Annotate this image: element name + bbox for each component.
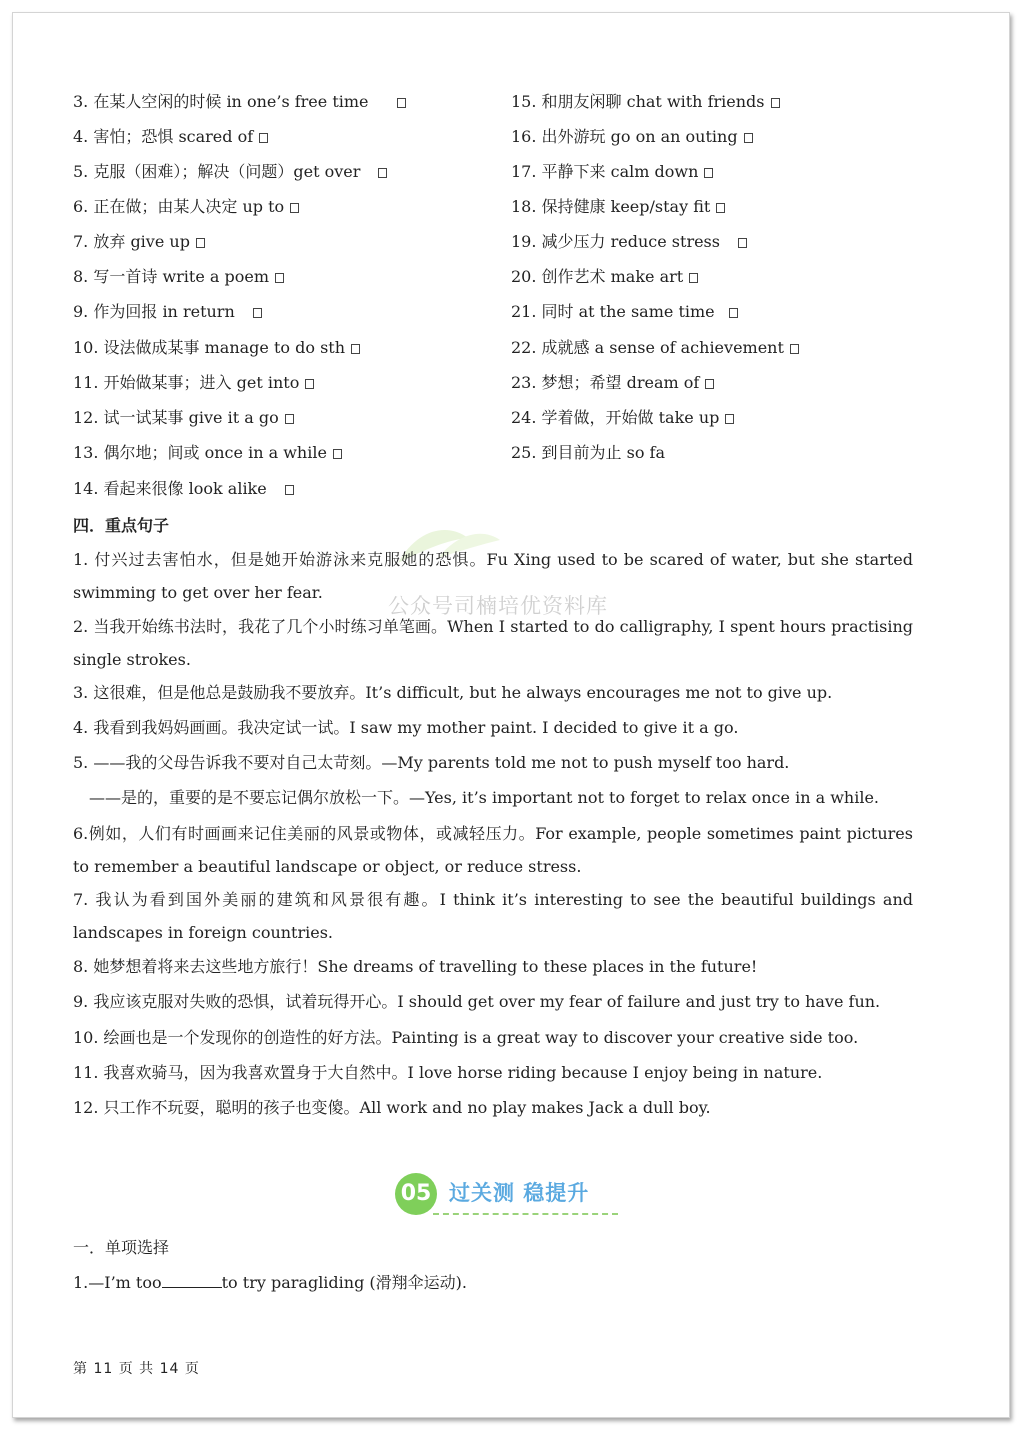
phrase-item: 11. 开始做某事；进入 get into (73, 373, 314, 393)
sentence-item: ——是的，重要的是不要忘记偶尔放松一下。—Yes, it’s important not to forget to relax once in a while. (89, 788, 879, 807)
checkbox-icon[interactable] (689, 273, 698, 283)
sentence-item: 5. ——我的父母告诉我不要对自己太苛刻。—My parents told me not to push myself too hard. (73, 753, 790, 772)
checkbox-icon[interactable] (725, 414, 734, 424)
phrase-item: 15. 和朋友闲聊 chat with friends (511, 92, 780, 112)
phrase-item: 20. 创作艺术 make art (511, 267, 698, 287)
phrase-item: 9. 作为回报 in return (73, 302, 262, 322)
sentence-item: 9. 我应该克服对失败的恐惧，试着玩得开心。I should get over my fear of failure and just try to have fun. (73, 992, 881, 1011)
page-footer: 第 11 页 共 14 页 (73, 1361, 200, 1377)
section-badge (395, 1173, 625, 1221)
phrase-item: 18. 保持健康 keep/stay fit (511, 197, 725, 217)
phrase-item: 6. 正在做；由某人决定 up to (73, 197, 299, 217)
subsection-title: 一．单项选择 (73, 1238, 170, 1257)
badge-underline (433, 1213, 618, 1215)
badge-number: 05 (395, 1173, 437, 1215)
phrase-item: 25. 到目前为止 so fa (511, 443, 666, 462)
sentence-item: 10. 绘画也是一个发现你的创造性的好方法。Painting is a great way to discover your creative side too. (73, 1028, 859, 1047)
checkbox-icon[interactable] (351, 344, 360, 354)
question-suffix: to try paragliding (滑翔伞运动). (221, 1273, 467, 1292)
checkbox-icon[interactable] (744, 133, 753, 143)
sentence-item: 6.例如，人们有时画画来记住美丽的风景或物体，或减轻压力。For example, people sometimes paint pictures to remember a beautiful landscape or object, or reduce stress. (73, 824, 913, 876)
phrase-item: 3. 在某人空闲的时候 in one’s free time (73, 92, 406, 112)
checkbox-icon[interactable] (275, 273, 284, 283)
checkbox-icon[interactable] (790, 344, 799, 354)
phrase-item: 13. 偶尔地；间或 once in a while (73, 443, 342, 463)
checkbox-icon[interactable] (729, 308, 738, 318)
checkbox-icon[interactable] (397, 98, 406, 108)
checkbox-icon[interactable] (738, 238, 747, 248)
checkbox-icon[interactable] (259, 133, 268, 143)
checkbox-icon[interactable] (333, 449, 342, 459)
sentence-item: 1. 付兴过去害怕水，但是她开始游泳来克服她的恐惧。Fu Xing used to be scared of water, but she started swimming to get over her fear. (73, 550, 913, 602)
checkbox-icon[interactable] (290, 203, 299, 213)
checkbox-icon[interactable] (716, 203, 725, 213)
question-item (73, 1270, 467, 1293)
checkbox-icon[interactable] (285, 414, 294, 424)
checkbox-icon[interactable] (705, 379, 714, 389)
phrase-item: 23. 梦想；希望 dream of (511, 373, 714, 393)
question-prefix: 1.—I’m too (73, 1273, 162, 1292)
phrase-item: 17. 平静下来 calm down (511, 162, 713, 182)
sentence-item: 12. 只工作不玩耍，聪明的孩子也变傻。All work and no play makes Jack a dull boy. (73, 1098, 711, 1117)
phrase-item: 8. 写一首诗 write a poem (73, 267, 284, 287)
checkbox-icon[interactable] (704, 168, 713, 178)
checkbox-icon[interactable] (253, 308, 262, 318)
phrase-item: 19. 减少压力 reduce stress (511, 232, 747, 252)
phrase-item: 12. 试一试某事 give it a go (73, 408, 294, 428)
phrase-item: 7. 放弃 give up (73, 232, 205, 252)
phrase-item: 24. 学着做，开始做 take up (511, 408, 734, 428)
phrase-item: 14. 看起来很像 look alike (73, 479, 294, 499)
checkbox-icon[interactable] (285, 485, 294, 495)
sentence-item: 2. 当我开始练书法时，我花了几个小时练习单笔画。When I started to do calligraphy, I spent hours practising single strokes. (73, 617, 913, 669)
phrase-item: 22. 成就感 a sense of achievement (511, 338, 799, 358)
answer-blank[interactable] (162, 1273, 222, 1288)
checkbox-icon[interactable] (196, 238, 205, 248)
checkbox-icon[interactable] (771, 98, 780, 108)
document-page (12, 12, 1010, 1418)
phrase-item: 4. 害怕；恐惧 scared of (73, 127, 268, 147)
badge-title: 过关测 稳提升 (449, 1181, 590, 1205)
phrase-item: 5. 克服（困难）；解决（问题）get over (73, 162, 387, 182)
phrase-item: 10. 设法做成某事 manage to do sth (73, 338, 360, 358)
watermark-text: 公众号司楠培优资料库 (388, 594, 608, 618)
phrase-item: 16. 出外游玩 go on an outing (511, 127, 753, 147)
checkbox-icon[interactable] (378, 168, 387, 178)
sentence-item: 7. 我认为看到国外美丽的建筑和风景很有趣。I think it’s interesting to see the beautiful buildings and landscapes in foreign countries. (73, 890, 913, 942)
section-title: 四．重点句子 (73, 516, 170, 535)
phrase-item: 21. 同时 at the same time (511, 302, 738, 322)
sentence-item: 4. 我看到我妈妈画画。我决定试一试。I saw my mother paint. I decided to give it a go. (73, 718, 739, 737)
checkbox-icon[interactable] (305, 379, 314, 389)
sentence-item: 11. 我喜欢骑马，因为我喜欢置身于大自然中。I love horse riding because I enjoy being in nature. (73, 1063, 823, 1082)
sentence-item: 3. 这很难，但是他总是鼓励我不要放弃。It’s difficult, but he always encourages me not to give up. (73, 683, 833, 702)
sentence-item: 8. 她梦想着将来去这些地方旅行！She dreams of travelling to these places in the future! (73, 957, 758, 976)
